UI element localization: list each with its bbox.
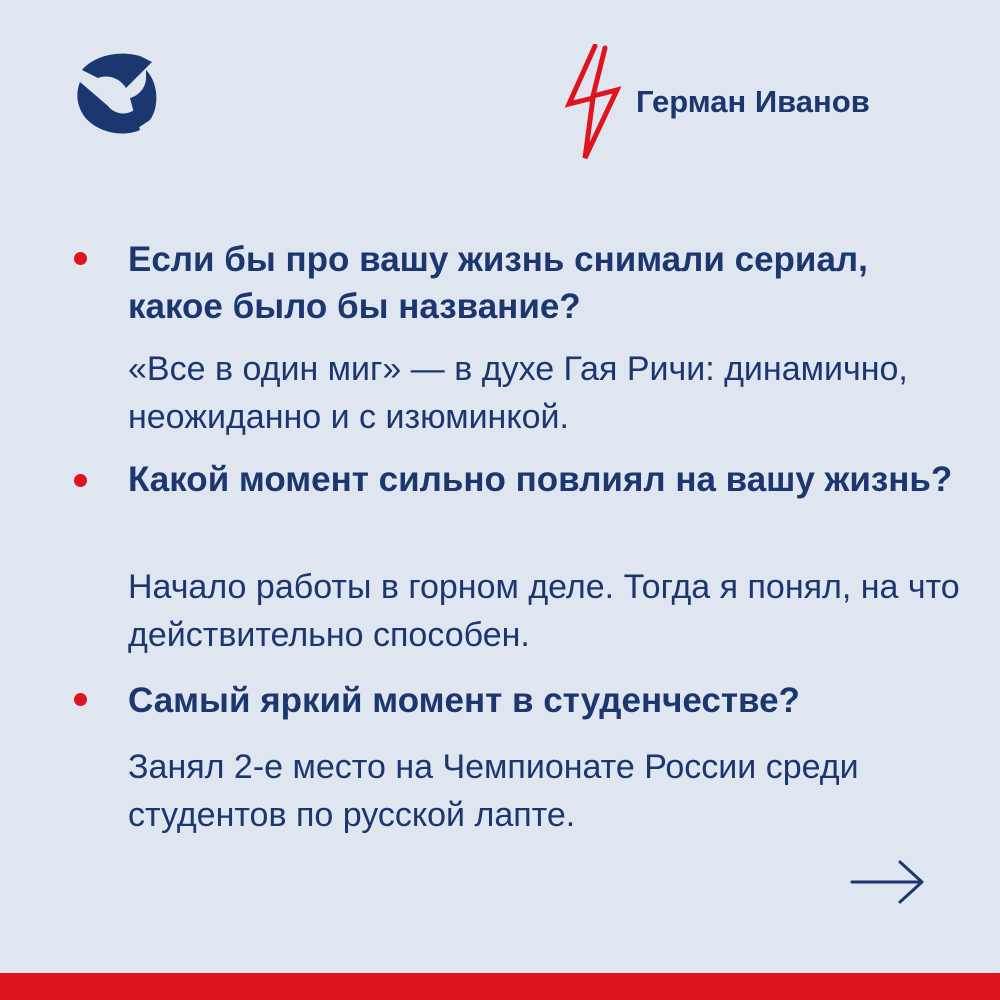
lightning-bolt-icon	[563, 44, 623, 160]
person-name: Герман Иванов	[636, 84, 870, 119]
question-2: Какой момент сильно повлиял на вашу жизнь?	[128, 460, 953, 499]
bullet-icon	[74, 693, 87, 706]
arrow-right-icon[interactable]	[848, 856, 928, 908]
bullet-icon	[74, 474, 87, 487]
company-logo-icon	[74, 48, 160, 134]
bottom-stripe	[0, 973, 1000, 1000]
answer-1: «Все в один миг» — в духе Гая Ричи: динамично, неожиданно и с изюминкой.	[128, 350, 908, 436]
answer-3: Занял 2-е место на Чемпионате России среди студентов по русской лапте.	[128, 748, 859, 834]
answer-2: Начало работы в горном деле. Тогда я понял, на что действительно способен.	[128, 568, 960, 654]
question-3: Самый яркий момент в студенчестве?	[128, 681, 800, 720]
question-1: Если бы про вашу жизнь снимали сериал, какое было бы название?	[128, 240, 868, 326]
bullet-icon	[74, 252, 87, 265]
